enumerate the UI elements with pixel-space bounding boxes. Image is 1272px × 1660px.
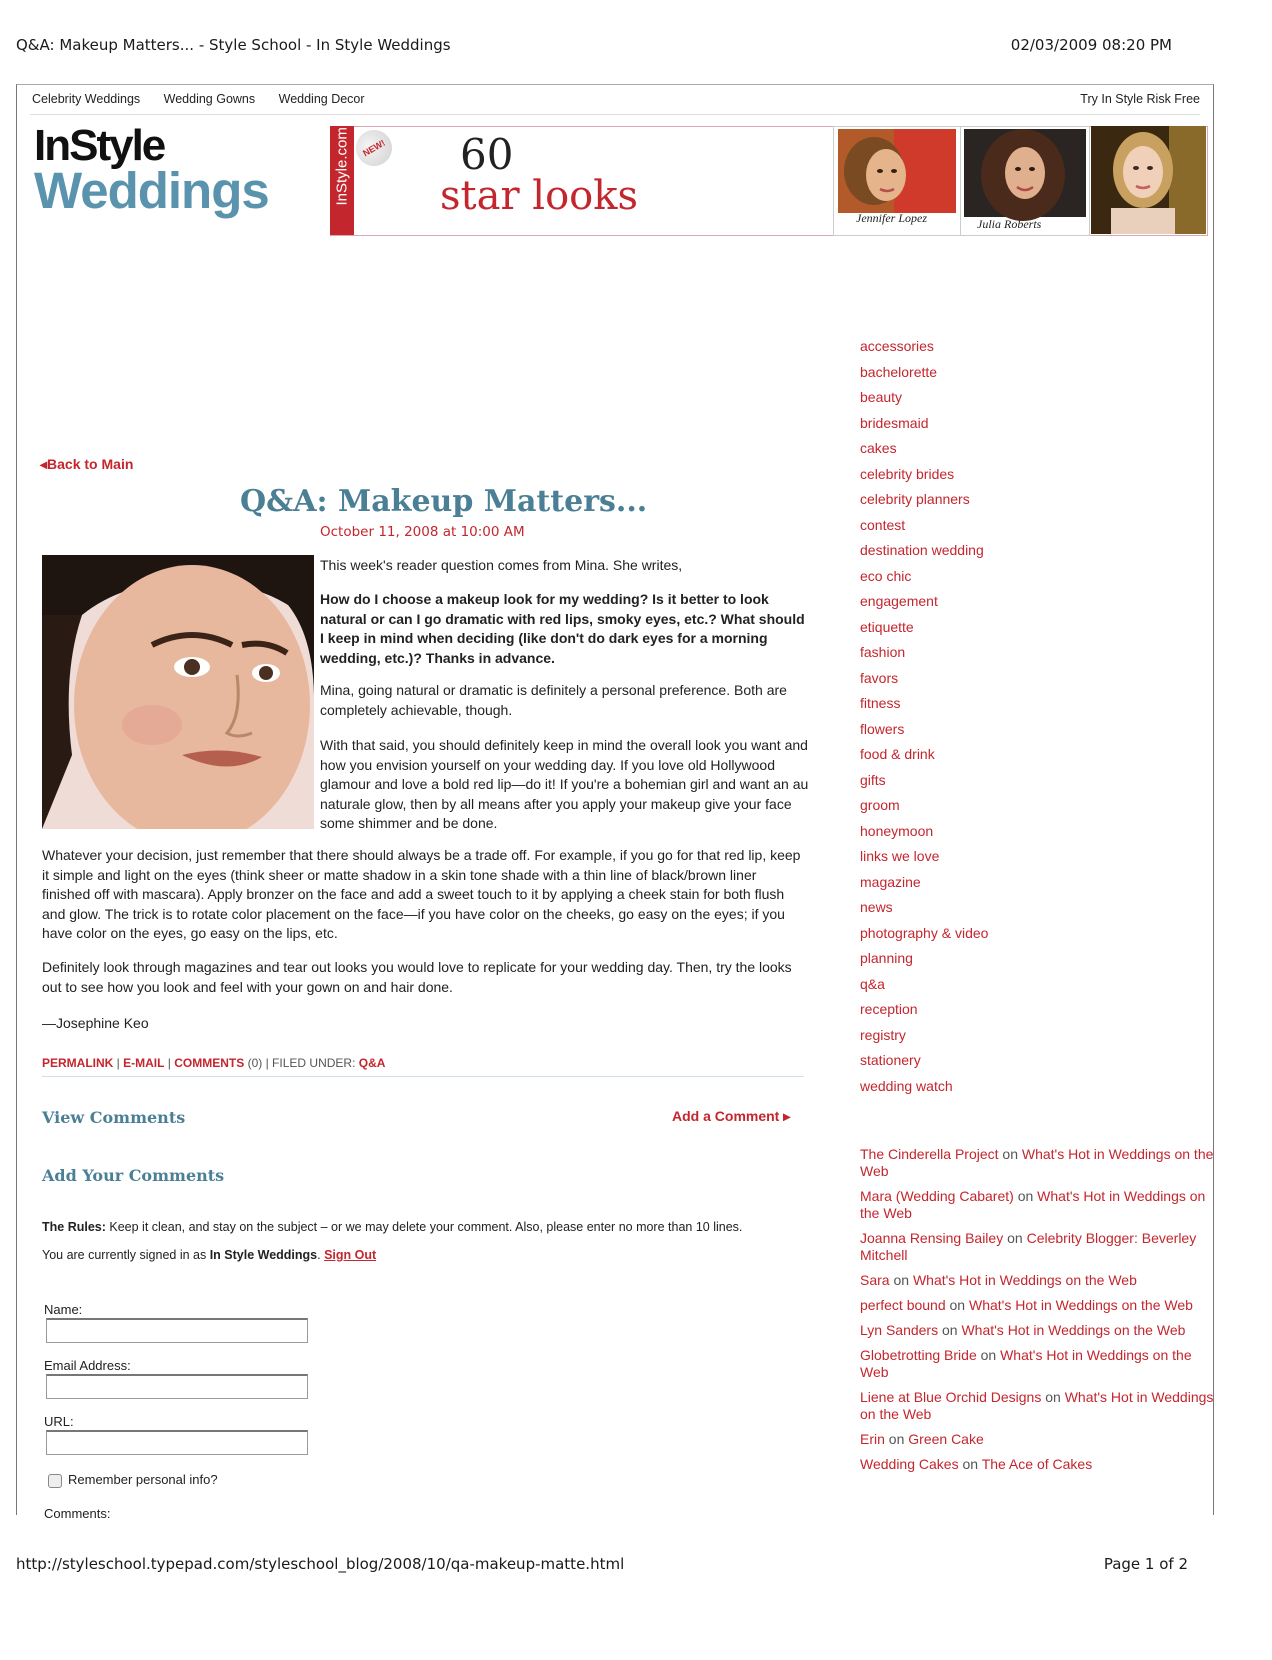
category-link[interactable]: registry xyxy=(860,1026,906,1043)
celebrity-label-2: Julia Roberts xyxy=(977,217,1042,231)
comment-author-link[interactable]: Wedding Cakes xyxy=(860,1456,959,1472)
category-link[interactable]: cakes xyxy=(860,440,897,456)
comment-post-link[interactable]: What's Hot in Weddings on the Web xyxy=(860,1347,1192,1380)
recent-comment-item: Lyn Sanders on What's Hot in Weddings on the Web xyxy=(860,1322,1186,1338)
comments-label: Comments: xyxy=(44,1506,111,1521)
comment-author-link[interactable]: Joanna Rensing Bailey xyxy=(860,1230,1004,1246)
post-paragraph: With that said, you should definitely keep in mind the overall look you want and how you envision yourself on your wedding day. If you love old Hollywood glamour and love a bold red lip—do it! If you're a bohemian girl and want an au naturale glow, then by all means after you apply your makeup give your face some shimmer and be done. xyxy=(320,737,809,831)
remember-checkbox[interactable] xyxy=(48,1474,62,1488)
category-link[interactable]: stationery xyxy=(860,1052,921,1068)
comment-author-link[interactable]: Lyn Sanders xyxy=(860,1322,939,1338)
post-paragraph: Mina, going natural or dramatic is definitely a personal preference. Both are completely achievable, though. xyxy=(320,682,787,718)
nav-wedding-gowns[interactable]: Wedding Gowns xyxy=(163,92,256,106)
recent-comment-item: Erin on Green Cake xyxy=(860,1431,984,1447)
logo-weddings[interactable]: Weddings xyxy=(34,162,269,219)
meta-divider xyxy=(42,1076,804,1077)
category-link[interactable]: links we love xyxy=(860,848,940,864)
recent-comment-item: perfect bound on What's Hot in Weddings on the Web xyxy=(860,1297,1193,1313)
category-link[interactable]: Q&A xyxy=(358,1056,386,1070)
category-link[interactable]: honeymoon xyxy=(860,822,934,839)
post-paragraph-intro: This week's reader question comes from Mina. She writes, xyxy=(320,557,683,573)
comment-author-link[interactable]: Erin xyxy=(860,1431,885,1447)
email-field[interactable] xyxy=(46,1374,308,1399)
post-signature: —Josephine Keo xyxy=(42,1015,149,1031)
category-link[interactable]: photography & video xyxy=(860,924,989,941)
comment-author-link[interactable]: Liene at Blue Orchid Designs xyxy=(860,1389,1042,1405)
email-label: Email Address: xyxy=(44,1358,131,1373)
category-link[interactable]: fashion xyxy=(860,644,906,660)
comment-post-link[interactable]: What's Hot in Weddings on the Web xyxy=(860,1389,1214,1422)
category-link[interactable]: eco chic xyxy=(860,567,912,584)
category-link[interactable]: celebrity brides xyxy=(860,465,955,482)
recent-comment-item: Globetrotting Bride on What's Hot in Weddings on the Web xyxy=(860,1347,1192,1380)
name-label: Name: xyxy=(44,1302,83,1317)
category-link[interactable]: favors xyxy=(860,669,899,686)
name-field[interactable] xyxy=(46,1318,308,1343)
arrow-right-icon: ▸ xyxy=(783,1108,791,1124)
comment-rules: The Rules: Keep it clean, and stay on the subject – or we may delete your comment. Also, please enter no more than 10 lines. xyxy=(42,1220,743,1234)
category-link[interactable]: magazine xyxy=(860,873,921,890)
print-header-title: Q&A: Makeup Matters... - Style School - In Style Weddings xyxy=(16,36,451,54)
email-link[interactable]: E-MAIL xyxy=(123,1056,165,1070)
category-link[interactable]: news xyxy=(860,899,893,915)
celebrity-label-1: Jennifer Lopez xyxy=(856,211,927,225)
category-link[interactable]: flowers xyxy=(860,720,905,737)
comment-author-link[interactable]: Sara xyxy=(860,1272,890,1288)
comment-post-link[interactable]: The Ace of Cakes xyxy=(981,1456,1093,1472)
category-link[interactable]: q&a xyxy=(860,975,885,992)
nav-celebrity-weddings[interactable]: Celebrity Weddings xyxy=(32,92,141,106)
comment-author-link[interactable]: Mara (Wedding Cabaret) xyxy=(860,1188,1014,1204)
post-paragraph: Definitely look through magazines and tear out looks you would love to replicate for your wedding day. Then, try the looks out to see how you look and feel with your gown on and hair done. xyxy=(42,959,792,995)
category-link[interactable]: gifts xyxy=(860,771,886,788)
banner-number: 60 xyxy=(460,130,514,179)
remember-label: Remember personal info? xyxy=(68,1472,218,1487)
comment-post-link[interactable]: What's Hot in Weddings on the Web xyxy=(860,1146,1214,1179)
back-to-main-link[interactable]: ◂Back to Main xyxy=(40,456,134,472)
url-label: URL: xyxy=(44,1414,74,1429)
category-link[interactable]: bachelorette xyxy=(860,363,938,380)
print-footer-page: Page 1 of 2 xyxy=(1103,1555,1188,1573)
comment-count: (0) xyxy=(244,1056,266,1070)
comment-author-link[interactable]: Globetrotting Bride xyxy=(860,1347,977,1363)
banner-side-text xyxy=(334,168,351,206)
view-comments-heading[interactable]: View Comments xyxy=(42,1108,186,1127)
category-link[interactable]: destination wedding xyxy=(860,542,984,558)
add-comment-link[interactable]: Add a Comment ▸ xyxy=(672,1108,791,1124)
banner-tagline: star looks xyxy=(440,173,639,219)
new-badge: NEW! xyxy=(349,123,398,172)
recent-comment-item: The Cinderella Project on What's Hot in Weddings on the Web xyxy=(860,1146,1214,1179)
category-link[interactable]: accessories xyxy=(860,338,934,354)
recent-comment-item: Wedding Cakes on The Ace of Cakes xyxy=(860,1456,1093,1472)
celebrity-photo-2[interactable] xyxy=(960,126,1090,236)
comment-post-link[interactable]: What's Hot in Weddings on the Web xyxy=(968,1297,1193,1313)
category-link[interactable]: fitness xyxy=(860,695,901,711)
nav-wedding-decor[interactable]: Wedding Decor xyxy=(278,92,365,106)
category-link[interactable]: reception xyxy=(860,1001,918,1017)
category-link[interactable]: bridesmaid xyxy=(860,414,929,431)
nav-divider xyxy=(30,114,1200,115)
category-link[interactable]: wedding watch xyxy=(860,1077,953,1094)
post-reader-question: How do I choose a makeup look for my wedding? Is it better to look natural or can I go dramatic with red lips, smoky eyes, etc.? What should I keep in mind when deciding (like don't do dark eyes for a morning wedding, etc.)? Thanks in advance. xyxy=(320,591,805,666)
top-nav xyxy=(32,92,385,106)
post-meta: PERMALINK | E-MAIL | COMMENTS (0) | FILED UNDER: Q&A xyxy=(42,1056,386,1070)
signed-in-status: You are currently signed in as In Style Weddings. Sign Out xyxy=(42,1248,377,1262)
recent-comment-item: Joanna Rensing Bailey on Celebrity Blogger: Beverley Mitchell xyxy=(860,1230,1197,1263)
category-link[interactable]: etiquette xyxy=(860,618,914,635)
back-arrow-icon: ◂ xyxy=(40,456,48,472)
categories-list xyxy=(860,334,988,1099)
sign-out-link[interactable]: Sign Out xyxy=(324,1248,377,1262)
url-field[interactable] xyxy=(46,1430,308,1455)
celebrity-photo-1[interactable] xyxy=(833,126,961,236)
recent-comment-item: Liene at Blue Orchid Designs on What's Hot in Weddings on the Web xyxy=(860,1389,1214,1422)
category-link[interactable]: groom xyxy=(860,797,900,813)
category-link[interactable]: planning xyxy=(860,950,913,966)
comment-post-link[interactable]: Celebrity Blogger: Beverley Mitchell xyxy=(860,1230,1197,1263)
recent-comment-item: Mara (Wedding Cabaret) on What's Hot in Weddings on the Web xyxy=(860,1188,1206,1221)
recent-comments xyxy=(860,1146,1214,1481)
category-link[interactable]: celebrity planners xyxy=(860,491,970,507)
category-link[interactable]: contest xyxy=(860,516,906,533)
comment-author-link[interactable]: The Cinderella Project xyxy=(860,1146,999,1162)
add-your-comments-heading: Add Your Comments xyxy=(42,1166,225,1185)
logo-instyle[interactable]: InStyle xyxy=(34,121,165,170)
post-photo xyxy=(42,555,314,829)
category-link[interactable]: food & drink xyxy=(860,746,935,762)
post-paragraph: Whatever your decision, just remember that there should always be a trade off. For example, if you go for that red lip, keep it simple and light on the eyes (think sheer or matte shadow in a skin tone shade with a thin line of black/brown liner finished off with mascara). Apply bronzer on the face and add a sweet touch to it by applying a cheek stain for both flush and glow. The trick is to rotate color placement on the face—if you have color on the cheeks, go easy on the eyes; if you have color on the eyes, go easy on the lips, etc. xyxy=(42,847,801,941)
recent-comment-item: Sara on What's Hot in Weddings on the Web xyxy=(860,1272,1137,1288)
post-title: Q&A: Makeup Matters... xyxy=(240,484,648,519)
print-footer-url: http://styleschool.typepad.com/styleschool_blog/2008/10/qa-makeup-matte.html xyxy=(16,1555,625,1573)
post-date: October 11, 2008 at 10:00 AM xyxy=(320,524,525,540)
celebrity-photo-3[interactable] xyxy=(1091,126,1206,234)
try-instyle-link[interactable]: Try In Style Risk Free xyxy=(1080,92,1200,106)
comment-post-link[interactable]: What's Hot in Weddings on the Web xyxy=(961,1322,1186,1338)
print-header-date: 02/03/2009 08:20 PM xyxy=(1010,36,1172,54)
comment-author-link[interactable]: perfect bound xyxy=(860,1297,946,1313)
comments-link[interactable]: COMMENTS xyxy=(174,1056,245,1070)
category-link[interactable]: engagement xyxy=(860,593,938,609)
comment-post-link[interactable]: What's Hot in Weddings on the Web xyxy=(860,1188,1206,1221)
comment-post-link[interactable]: Green Cake xyxy=(908,1431,984,1447)
comment-post-link[interactable]: What's Hot in Weddings on the Web xyxy=(912,1272,1137,1288)
category-link[interactable]: beauty xyxy=(860,389,903,405)
permalink-link[interactable]: PERMALINK xyxy=(42,1056,114,1070)
